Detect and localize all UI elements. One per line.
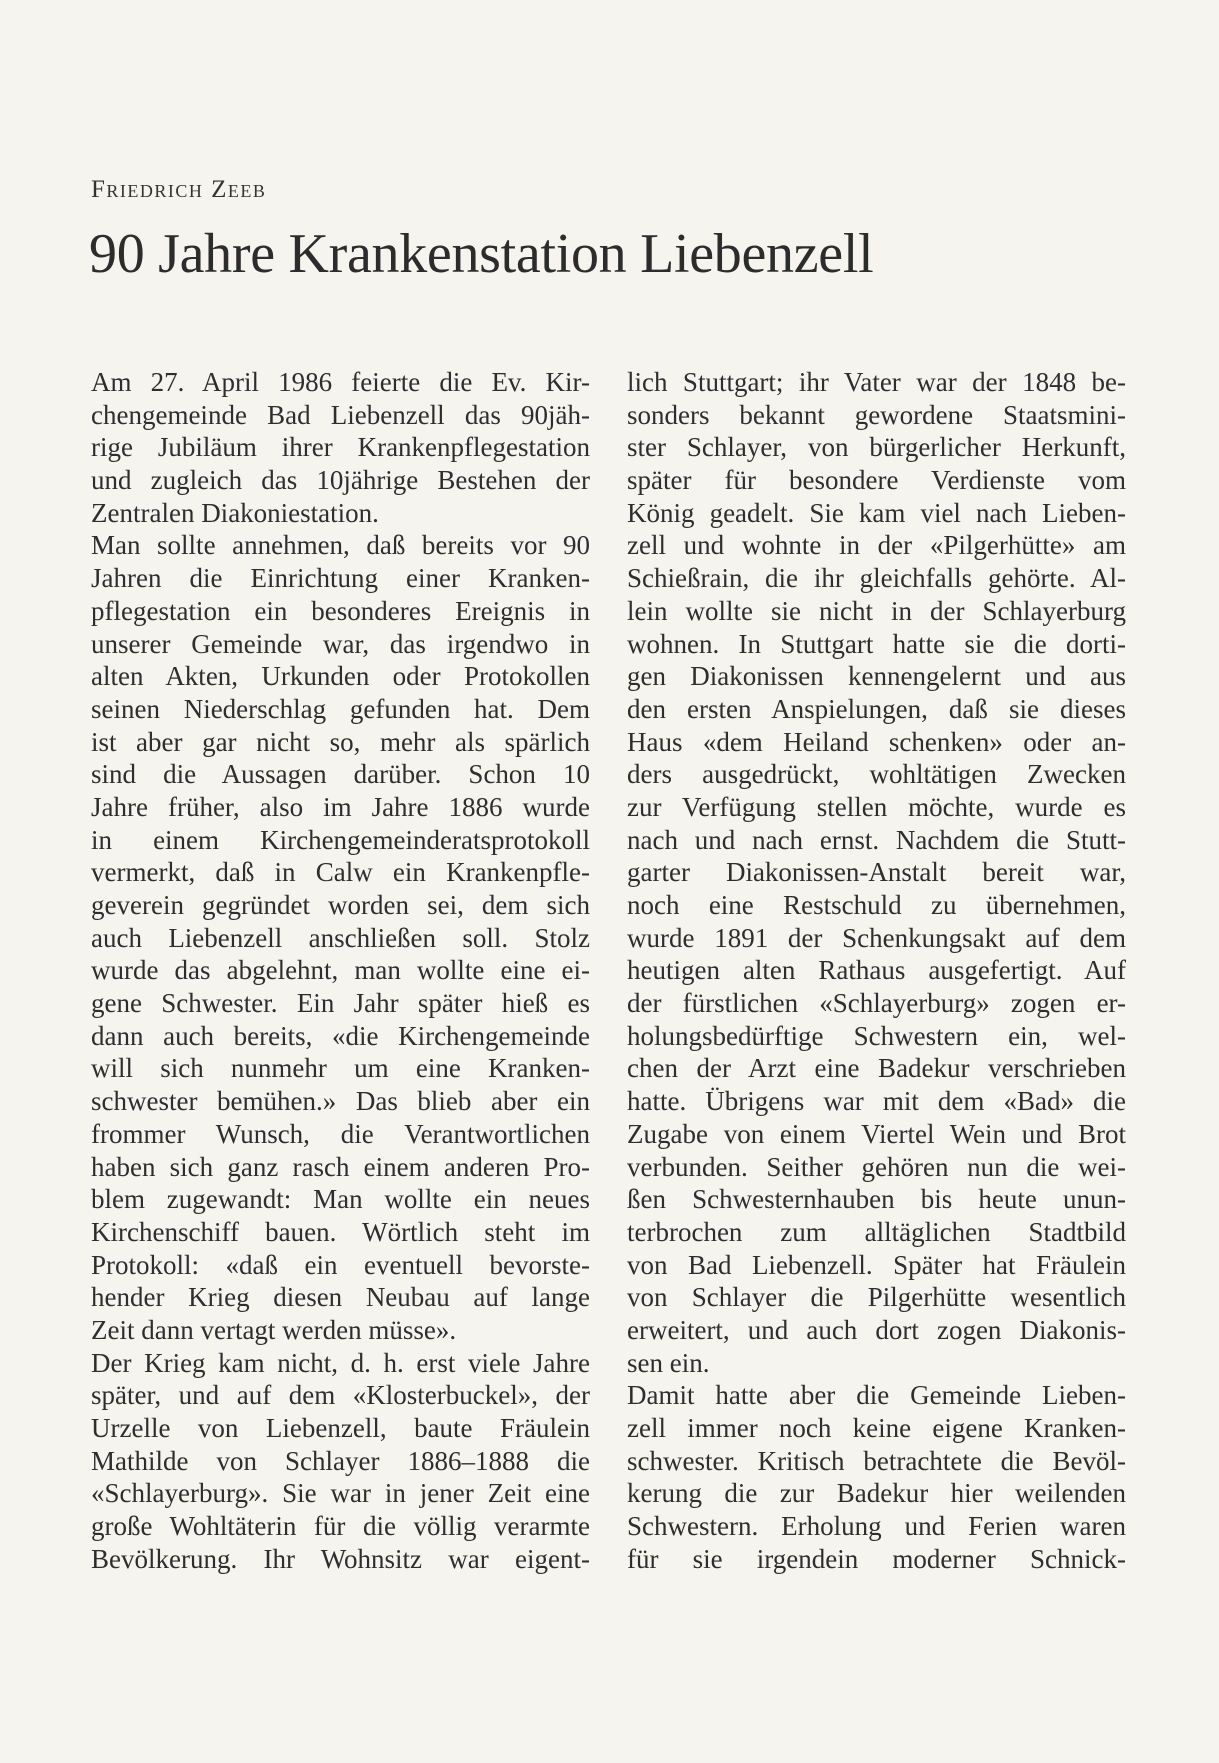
text-line: hatte. Übrigens war mit dem «Bad» die [627, 1086, 1126, 1117]
text-line: alten Akten, Urkunden oder Protokollen [91, 661, 590, 692]
text-line: gene Schwester. Ein Jahr später hieß es [91, 988, 590, 1019]
text-line: schwester. Kritisch betrachtete die Bevöl- [627, 1445, 1126, 1476]
text-line: Zugabe von einem Viertel Wein und Brot [627, 1118, 1126, 1149]
text-line: seinen Niederschlag gefunden hat. Dem [91, 693, 590, 724]
text-line: ster Schlayer, von bürgerlicher Herkunft, [627, 432, 1126, 463]
text-line: Mathilde von Schlayer 1886–1888 die [91, 1445, 590, 1476]
text-line: später, und auf dem «Klosterbuckel», der [91, 1380, 590, 1411]
text-line: Protokoll: «daß ein eventuell bevorste- [91, 1249, 590, 1280]
text-line: geverein gegründet worden sei, dem sich [91, 890, 590, 920]
text-line: lein wollte sie nicht in der Schlayerburg [627, 595, 1126, 626]
text-line: von Schlayer die Pilgerhütte wesentlich [627, 1282, 1126, 1313]
text-line: später für besondere Verdienste vom [627, 465, 1126, 496]
article-title: 90 Jahre Krankenstation Liebenzell [89, 223, 874, 285]
text-line: «Schlayerburg». Sie war in jener Zeit eine [91, 1478, 590, 1509]
text-line: Schwestern. Erholung und Ferien waren [627, 1511, 1126, 1542]
text-line: zell und wohnte in der «Pilgerhütte» am [627, 530, 1126, 561]
text-line: blem zugewandt: Man wollte ein neues [91, 1184, 590, 1215]
text-line: Jahre früher, also im Jahre 1886 wurde [91, 791, 590, 822]
author-name: Friedrich Zeeb [91, 176, 267, 203]
text-line: wurde 1891 der Schenkungsakt auf dem [627, 922, 1126, 953]
text-line: lich Stuttgart; ihr Vater war der 1848 be- [627, 367, 1126, 397]
text-line: und zugleich das 10jährige Bestehen der [91, 465, 590, 496]
text-line: Urzelle von Liebenzell, baute Fräulein [91, 1413, 590, 1443]
text-line: terbrochen zum alltäglichen Stadtbild [627, 1216, 1126, 1247]
text-line: Man sollte annehmen, daß bereits vor 90 [91, 530, 590, 561]
text-line: Am 27. April 1986 feierte die Ev. Kir- [91, 367, 590, 397]
text-line: vermerkt, daß in Calw ein Krankenpfle- [91, 857, 590, 888]
text-line: wohnen. In Stuttgart hatte sie die dorti- [627, 628, 1126, 659]
text-line: garter Diakonissen-Anstalt bereit war, [627, 857, 1126, 888]
text-line: den ersten Anspielungen, daß sie dieses [627, 693, 1126, 724]
text-line: kerung die zur Badekur hier weilenden [627, 1478, 1126, 1509]
text-line: nach und nach ernst. Nachdem die Stutt- [627, 824, 1126, 855]
text-line: sen ein. [627, 1347, 710, 1378]
text-line: König geadelt. Sie kam viel nach Lieben- [627, 497, 1126, 528]
text-line: in einem Kirchengemeinderatsprotokoll [91, 824, 590, 855]
text-line: Kirchenschiff bauen. Wörtlich steht im [91, 1216, 590, 1247]
text-line: dann auch bereits, «die Kirchengemeinde [91, 1020, 590, 1051]
text-line: der fürstlichen «Schlayerburg» zogen er- [627, 988, 1126, 1019]
text-line: will sich nunmehr um eine Kranken- [91, 1053, 590, 1084]
text-column-left [91, 366, 590, 1575]
text-line: Damit hatte aber die Gemeinde Lieben- [627, 1380, 1126, 1411]
text-line: Jahren die Einrichtung einer Kranken- [91, 563, 590, 594]
text-line: chengemeinde Bad Liebenzell das 90jäh- [91, 399, 590, 430]
text-line: holungsbedürftige Schwestern ein, wel- [627, 1020, 1126, 1051]
text-line: hender Krieg diesen Neubau auf lange [91, 1282, 590, 1313]
text-line: frommer Wunsch, die Verantwortlichen [91, 1118, 590, 1149]
text-line: für sie irgendein moderner Schnick- [627, 1543, 1126, 1574]
text-line: unserer Gemeinde war, das irgendwo in [91, 628, 590, 659]
text-line: rige Jubiläum ihrer Krankenpflegestation [91, 432, 590, 463]
text-line: Der Krieg kam nicht, d. h. erst viele Jahre [91, 1347, 590, 1378]
text-line: heutigen alten Rathaus ausgefertigt. Auf [627, 955, 1126, 986]
text-line: ders ausgedrückt, wohltätigen Zwecken [627, 759, 1126, 790]
text-line: ist aber gar nicht so, mehr als spärlich [91, 726, 590, 757]
text-line: haben sich ganz rasch einem anderen Pro- [91, 1151, 590, 1182]
text-line: Bevölkerung. Ihr Wohnsitz war eigent- [91, 1543, 590, 1574]
text-line: auch Liebenzell anschließen soll. Stolz [91, 922, 590, 953]
text-line: Zeit dann vertagt werden müsse». [91, 1314, 457, 1345]
text-line: gen Diakonissen kennengelernt und aus [627, 661, 1126, 692]
text-line: Schießrain, die ihr gleichfalls gehörte. Al- [627, 563, 1126, 594]
text-line: chen der Arzt eine Badekur verschrieben [627, 1053, 1126, 1084]
text-line: von Bad Liebenzell. Später hat Fräulein [627, 1249, 1126, 1280]
text-line: verbunden. Seither gehören nun die wei- [627, 1151, 1126, 1182]
text-line: ßen Schwesternhauben bis heute unun- [627, 1184, 1126, 1215]
text-line: sind die Aussagen darüber. Schon 10 [91, 759, 590, 790]
text-line: pflegestation ein besonderes Ereignis in [91, 595, 590, 626]
text-line: wurde das abgelehnt, man wollte eine ei- [91, 955, 590, 986]
text-line: große Wohltäterin für die völlig verarmte [91, 1511, 590, 1542]
text-line: erweitert, und auch dort zogen Diakonis- [627, 1314, 1126, 1345]
text-line: zell immer noch keine eigene Kranken- [627, 1413, 1126, 1443]
text-line: sonders bekannt gewordene Staatsmini- [627, 399, 1126, 430]
text-line: schwester bemühen.» Das blieb aber ein [91, 1086, 590, 1117]
text-line: noch eine Restschuld zu übernehmen, [627, 890, 1126, 920]
text-line: zur Verfügung stellen möchte, wurde es [627, 791, 1126, 822]
text-line: Zentralen Diakoniestation. [91, 497, 379, 528]
text-column-right [627, 366, 1126, 1575]
text-line: Haus «dem Heiland schenken» oder an- [627, 726, 1126, 757]
